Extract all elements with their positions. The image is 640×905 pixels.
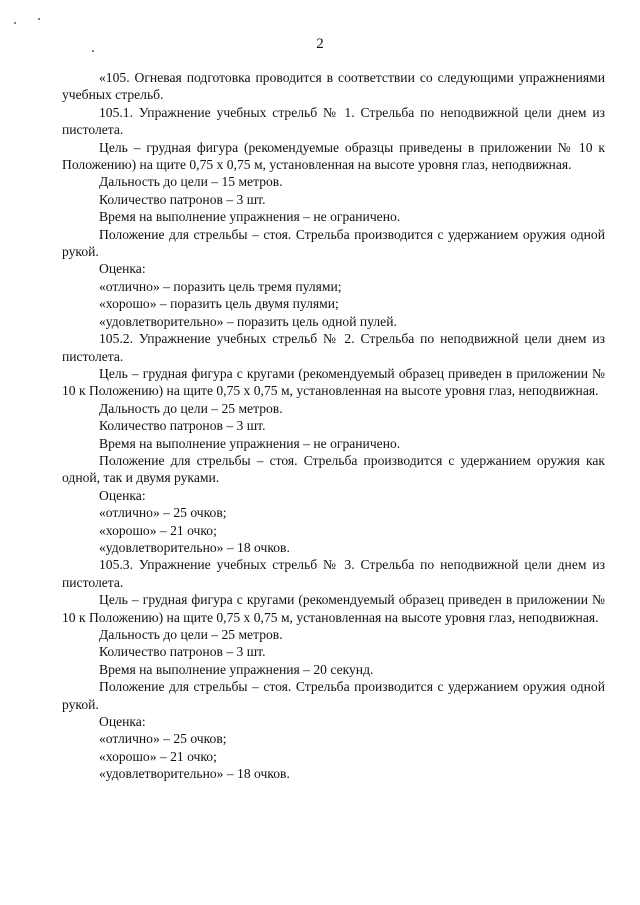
paragraph-exercise-3-excellent: «отлично» – 25 очков; (99, 731, 227, 747)
paragraph-exercise-3-satisfactory: «удовлетворительно» – 18 очков. (99, 766, 290, 782)
paragraph-exercise-1-position: Положение для стрельбы – стоя. Стрельба производится с удержанием оружия одной рукой. (62, 226, 605, 260)
paragraph-exercise-1-grading: Оценка: (99, 261, 146, 277)
paragraph-exercise-3-target: Цель – грудная фигура с кругами (рекомендуемый образец приведен в приложении № 10 к Положению) на щите 0,75 х 0,75 м, установленная на высоте уровня глаз, неподвижная. (62, 592, 605, 625)
paragraph-exercise-1-distance: Дальность до цели – 15 метров. (99, 174, 283, 190)
paragraph-exercise-1-cartridges: Количество патронов – 3 шт. (99, 191, 266, 207)
paragraph-exercise-2-position: Положение для стрельбы – стоя. Стрельба производится с удержанием оружия как одной, так и двумя руками. (62, 452, 605, 486)
paragraph-exercise-2-excellent: «отлично» – 25 очков; (99, 505, 227, 521)
page-number: 2 (316, 36, 324, 52)
paragraph-exercise-2-title: 105.2. Упражнение учебных стрельб № 2. Стрельба по неподвижной цели днем из пистолета. (62, 331, 605, 364)
paragraph-exercise-1-good: «хорошо» – поразить цель двумя пулями; (99, 296, 339, 312)
paragraph-exercise-1-target: Цель – грудная фигура (рекомендуемые образцы приведены в приложении № 10 к Положению) на щите 0,75 х 0,75 м, установленная на высоте уровня глаз, неподвижная. (62, 139, 605, 173)
paragraph-exercise-3-time: Время на выполнение упражнения – 20 секунд. (99, 661, 374, 677)
paragraph-exercise-2-target: Цель – грудная фигура с кругами (рекомендуемый образец приведен в приложении № 10 к Положению) на щите 0,75 х 0,75 м, установленная на высоте уровня глаз, неподвижная. (62, 365, 605, 399)
paragraph-exercise-3-position: Положение для стрельбы – стоя. Стрельба производится с удержанием оружия одной рукой. (62, 679, 605, 712)
paragraph-exercise-2-time: Время на выполнение упражнения – не ограничено. (99, 435, 401, 451)
paragraph-exercise-2-satisfactory: «удовлетворительно» – 18 очков. (99, 539, 290, 555)
paragraph-exercise-2-distance: Дальность до цели – 25 метров. (99, 400, 283, 416)
paragraph-exercise-2-cartridges: Количество патронов – 3 шт. (99, 418, 266, 434)
paragraph-exercise-2-good: «хорошо» – 21 очко; (99, 522, 217, 538)
paragraph-exercise-1-time: Время на выполнение упражнения – не ограничено. (99, 209, 401, 225)
paragraph-exercise-1-satisfactory: «удовлетворительно» – поразить цель одной пулей. (99, 313, 397, 329)
paragraph-exercise-2-grading: Оценка: (99, 487, 146, 503)
paragraph-exercise-3-title: 105.3. Упражнение учебных стрельб № 3. Стрельба по неподвижной цели днем из пистолета. (62, 557, 605, 590)
paragraph-intro: «105. Огневая подготовка проводится в соответствии со следующими упражнениями учебных стрельб. (62, 70, 605, 103)
paragraph-exercise-3-distance: Дальность до цели – 25 метров. (99, 627, 283, 642)
paragraph-exercise-1-title: 105.1. Упражнение учебных стрельб № 1. Стрельба по неподвижной цели днем из пистолета. (62, 104, 605, 138)
paragraph-exercise-3-cartridges: Количество патронов – 3 шт. (99, 644, 266, 660)
document-body (62, 69, 605, 783)
paragraph-exercise-1-excellent: «отлично» – поразить цель тремя пулями; (99, 278, 342, 294)
scan-speck (14, 22, 16, 24)
paragraph-exercise-3-grading: Оценка: (99, 714, 146, 730)
scan-speck (38, 18, 40, 20)
paragraph-exercise-3-good: «хорошо» – 21 очко; (99, 748, 217, 764)
